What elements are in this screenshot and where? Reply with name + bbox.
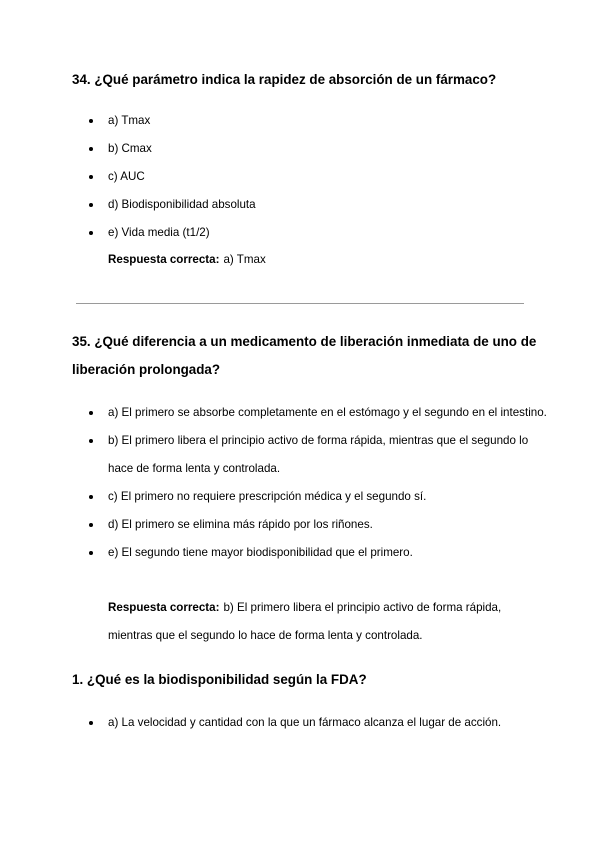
answer-text: b) El primero libera el principio activo de forma rápida, mientras que el segundo lo hace de forma lenta y controlada. [108,601,502,642]
answer-text: a) Tmax [223,253,266,266]
bullet-icon [89,523,93,527]
bullet-icon [89,439,93,443]
question-35-answer [108,594,548,650]
question-35-options [88,399,548,567]
section-divider [76,303,524,304]
question-1-options [88,709,548,737]
bullet-icon [89,495,93,499]
option-item: c) AUC [88,163,548,191]
question-34-options [88,107,548,247]
bullet-icon [89,231,93,235]
option-item: a) Tmax [88,107,548,135]
option-item: a) El primero se absorbe completamente en el estómago y el segundo en el intestino. [88,399,548,427]
question-34-answer [108,246,548,274]
bullet-icon [89,203,93,207]
question-1-title: 1. ¿Qué es la biodisponibilidad según la FDA? [72,672,367,687]
option-item: d) El primero se elimina más rápido por los riñones. [88,511,548,539]
bullet-icon [89,119,93,123]
option-item: d) Biodisponibilidad absoluta [88,191,548,219]
answer-label: Respuesta correcta: [108,601,220,614]
option-item: e) El segundo tiene mayor biodisponibilidad que el primero. [88,539,548,567]
bullet-icon [89,175,93,179]
bullet-icon [89,411,93,415]
option-item: c) El primero no requiere prescripción médica y el segundo sí. [88,483,548,511]
bullet-icon [89,147,93,151]
question-34-title: 34. ¿Qué parámetro indica la rapidez de absorción de un fármaco? [72,72,497,87]
answer-label: Respuesta correcta: [108,253,220,266]
question-35-title: 35. ¿Qué diferencia a un medicamento de liberación inmediata de uno de liberación prolongada? [72,334,537,377]
bullet-icon [89,721,93,725]
option-item: e) Vida media (t1/2) [88,219,548,247]
option-item: b) El primero libera el principio activo de forma rápida, mientras que el segundo lo hace de forma lenta y controlada. [88,427,548,483]
option-item: b) Cmax [88,135,548,163]
option-item: a) La velocidad y cantidad con la que un fármaco alcanza el lugar de acción. [88,709,548,737]
bullet-icon [89,551,93,555]
